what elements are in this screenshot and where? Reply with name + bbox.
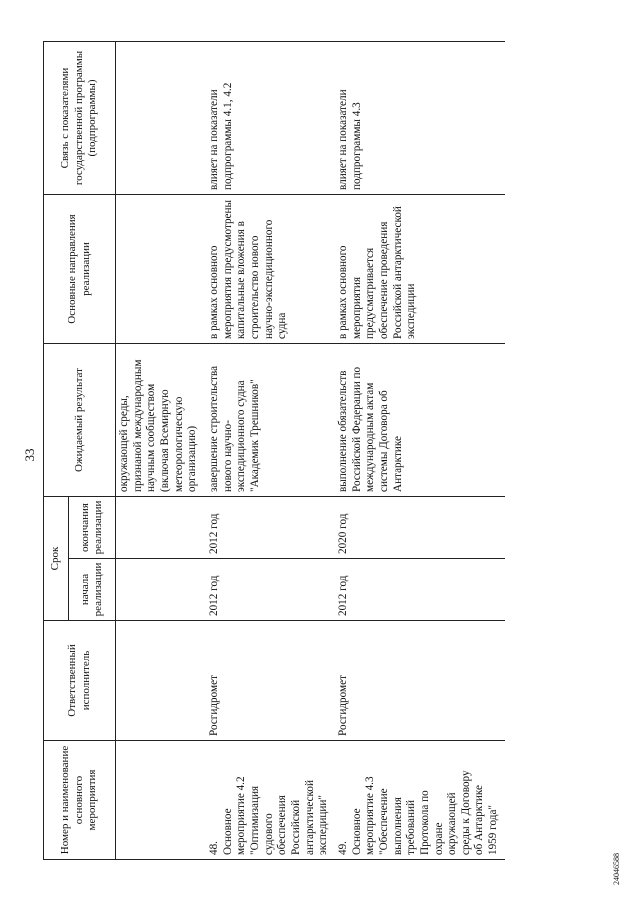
activity-name: Основное мероприятие 4.2 "Оптимизация судового обеспечения Российской антарктической экспедиции"	[221, 776, 330, 855]
activity-cell	[206, 741, 335, 860]
header-executor: Ответственный исполнитель	[44, 621, 116, 741]
end-cell: 2020 год	[335, 497, 505, 559]
start-cell: 2012 год	[335, 559, 505, 621]
direction-cell: в рамках основного мероприятия предусмотрены капитальные вложения в строительство нового научно-экспедиционного судна	[206, 195, 335, 344]
result-cell: окружающей среды, признаной международным научным сообществом (включая Всемирную метеорологическую организацию)	[116, 344, 207, 497]
header-term-start: начала реализации	[69, 559, 116, 621]
direction-cell	[116, 195, 207, 344]
header-term-end: окончания реализации	[69, 497, 116, 559]
row-number: 49.	[336, 841, 349, 855]
document-code: 24046588	[612, 853, 621, 885]
header-result: Ожидаемый результат	[44, 344, 116, 497]
executor-cell: Росгидромет	[206, 621, 335, 741]
table-row	[335, 42, 505, 860]
result-cell: выполнение обязательств Российской Федерации по международным актам системы Договора об Антарктике	[335, 344, 505, 497]
page-number: 33	[22, 448, 37, 462]
result-cell: завершение строительства нового научно-экспедиционного судна "Академик Трешников"	[206, 344, 335, 497]
link-cell: влияет на показатели подпрограммы 4.1, 4.2	[206, 42, 335, 195]
header-directions: Основные направления реализации	[44, 195, 116, 344]
end-cell	[116, 497, 207, 559]
direction-cell: в рамках основного мероприятия предусматривается обеспечение проведения Российской антарктической экспедиции	[335, 195, 505, 344]
start-cell: 2012 год	[206, 559, 335, 621]
table-row	[206, 42, 335, 860]
activity-cell	[335, 741, 505, 860]
row-number: 48.	[208, 841, 220, 855]
link-cell	[116, 42, 207, 195]
executor-cell: Росгидромет	[335, 621, 505, 741]
executor-cell	[116, 621, 207, 741]
table-row	[116, 42, 207, 860]
activities-table	[43, 41, 505, 860]
link-cell: влияет на показатели подпрограммы 4.3	[335, 42, 505, 195]
start-cell	[116, 559, 207, 621]
end-cell: 2012 год	[206, 497, 335, 559]
header-activity: Номер и наименование основного мероприятия	[44, 741, 116, 860]
activity-cell	[116, 741, 207, 860]
activity-name: Основное мероприятие 4.3 "Обеспечение выполнения требований Протокола по охране окружающей среды к Договору об Антарктике 1959 года"	[350, 770, 500, 855]
header-link: Связь с показателями государственной программы (подпрограммы)	[44, 42, 116, 195]
header-term: Срок	[44, 497, 69, 621]
